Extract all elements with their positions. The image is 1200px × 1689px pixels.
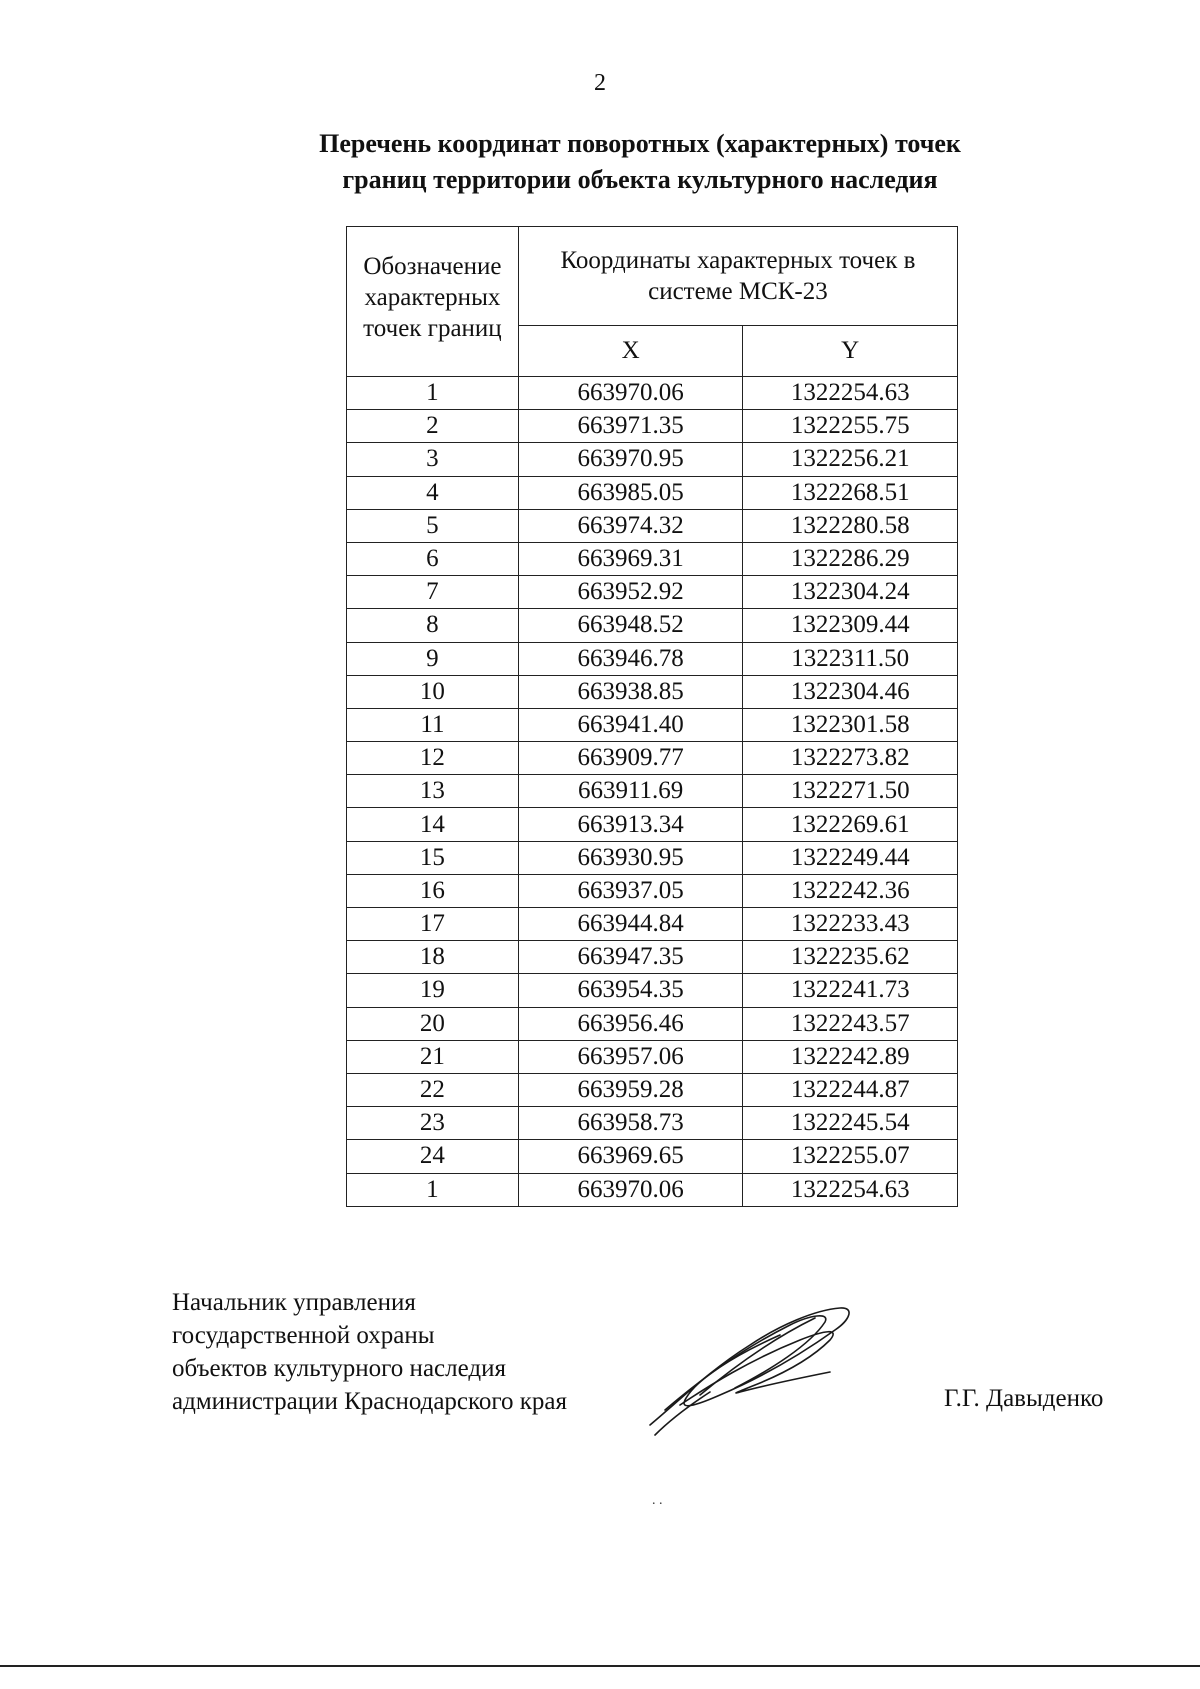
- table-body: [347, 377, 958, 1207]
- cell-point-number: 17: [347, 908, 519, 941]
- cell-x: 663985.05: [518, 476, 743, 509]
- cell-x: 663959.28: [518, 1073, 743, 1106]
- table-row: [347, 642, 958, 675]
- table-row: [347, 1107, 958, 1140]
- header-designation-line1: Обозначение: [363, 253, 502, 280]
- position-line-1: Начальник управления: [172, 1289, 416, 1316]
- cell-x: 663954.35: [518, 974, 743, 1007]
- table-row: [347, 542, 958, 575]
- table-row: [347, 509, 958, 542]
- cell-x: 663969.65: [518, 1140, 743, 1173]
- header-designation: [347, 227, 519, 377]
- cell-y: 1322245.54: [743, 1107, 958, 1140]
- table-row: [347, 775, 958, 808]
- cell-point-number: 12: [347, 742, 519, 775]
- table-row: [347, 1073, 958, 1106]
- cell-point-number: 7: [347, 576, 519, 609]
- cell-point-number: 11: [347, 708, 519, 741]
- document-title: [200, 126, 1080, 198]
- title-line-1: Перечень координат поворотных (характерных) точек: [319, 129, 961, 158]
- header-coordinates: [518, 227, 957, 326]
- cell-x: 663946.78: [518, 642, 743, 675]
- table-row: [347, 941, 958, 974]
- cell-y: 1322269.61: [743, 808, 958, 841]
- cell-y: 1322301.58: [743, 708, 958, 741]
- cell-point-number: 5: [347, 509, 519, 542]
- table-row: [347, 1173, 958, 1206]
- speck-mark: . .: [652, 1493, 663, 1508]
- table-row: [347, 908, 958, 941]
- title-line-2: границ территории объекта культурного наследия: [342, 165, 938, 194]
- cell-point-number: 9: [347, 642, 519, 675]
- table-row: [347, 410, 958, 443]
- cell-x: 663956.46: [518, 1007, 743, 1040]
- cell-point-number: 1: [347, 377, 519, 410]
- cell-y: 1322268.51: [743, 476, 958, 509]
- page-bottom-rule: [0, 1665, 1200, 1667]
- cell-y: 1322243.57: [743, 1007, 958, 1040]
- cell-point-number: 23: [347, 1107, 519, 1140]
- cell-x: 663970.06: [518, 377, 743, 410]
- cell-x: 663952.92: [518, 576, 743, 609]
- table-row: [347, 443, 958, 476]
- cell-point-number: 8: [347, 609, 519, 642]
- cell-point-number: 19: [347, 974, 519, 1007]
- cell-point-number: 2: [347, 410, 519, 443]
- cell-x: 663941.40: [518, 708, 743, 741]
- cell-point-number: 1: [347, 1173, 519, 1206]
- cell-y: 1322311.50: [743, 642, 958, 675]
- cell-y: 1322254.63: [743, 1173, 958, 1206]
- table-row: [347, 1140, 958, 1173]
- cell-y: 1322233.43: [743, 908, 958, 941]
- cell-y: 1322244.87: [743, 1073, 958, 1106]
- table-row: [347, 675, 958, 708]
- table-row: [347, 476, 958, 509]
- cell-point-number: 18: [347, 941, 519, 974]
- cell-y: 1322254.63: [743, 377, 958, 410]
- cell-point-number: 4: [347, 476, 519, 509]
- table-row: [347, 708, 958, 741]
- header-designation-line2: характерных: [364, 284, 501, 311]
- cell-y: 1322309.44: [743, 609, 958, 642]
- cell-x: 663944.84: [518, 908, 743, 941]
- cell-point-number: 22: [347, 1073, 519, 1106]
- cell-x: 663913.34: [518, 808, 743, 841]
- signatory-name: Г.Г. Давыденко: [944, 1385, 1104, 1412]
- page-number: 2: [594, 70, 606, 96]
- cell-point-number: 21: [347, 1040, 519, 1073]
- cell-point-number: 16: [347, 874, 519, 907]
- cell-x: 663909.77: [518, 742, 743, 775]
- position-line-2: государственной охраны: [172, 1322, 435, 1349]
- cell-x: 663970.95: [518, 443, 743, 476]
- cell-x: 663958.73: [518, 1107, 743, 1140]
- cell-x: 663930.95: [518, 841, 743, 874]
- cell-y: 1322304.24: [743, 576, 958, 609]
- table-row: [347, 576, 958, 609]
- cell-y: 1322242.36: [743, 874, 958, 907]
- cell-y: 1322304.46: [743, 675, 958, 708]
- cell-y: 1322273.82: [743, 742, 958, 775]
- position-line-3: объектов культурного наследия: [172, 1355, 506, 1382]
- cell-x: 663911.69: [518, 775, 743, 808]
- cell-point-number: 10: [347, 675, 519, 708]
- cell-x: 663948.52: [518, 609, 743, 642]
- header-x: X: [518, 326, 743, 377]
- cell-x: 663971.35: [518, 410, 743, 443]
- cell-x: 663969.31: [518, 542, 743, 575]
- cell-y: 1322256.21: [743, 443, 958, 476]
- cell-point-number: 20: [347, 1007, 519, 1040]
- cell-x: 663957.06: [518, 1040, 743, 1073]
- handwritten-signature: [640, 1300, 870, 1440]
- position-line-4: администрации Краснодарского края: [172, 1388, 568, 1415]
- cell-point-number: 14: [347, 808, 519, 841]
- cell-point-number: 13: [347, 775, 519, 808]
- cell-x: 663974.32: [518, 509, 743, 542]
- cell-y: 1322249.44: [743, 841, 958, 874]
- table-row: [347, 742, 958, 775]
- header-coordinates-line2: системе МСК-23: [648, 278, 828, 305]
- cell-y: 1322255.75: [743, 410, 958, 443]
- cell-y: 1322286.29: [743, 542, 958, 575]
- cell-point-number: 15: [347, 841, 519, 874]
- table-row: [347, 377, 958, 410]
- cell-y: 1322255.07: [743, 1140, 958, 1173]
- table-row: [347, 974, 958, 1007]
- cell-y: 1322271.50: [743, 775, 958, 808]
- coordinates-table: [346, 226, 958, 1207]
- cell-y: 1322280.58: [743, 509, 958, 542]
- table-row: [347, 841, 958, 874]
- cell-y: 1322242.89: [743, 1040, 958, 1073]
- cell-x: 663970.06: [518, 1173, 743, 1206]
- cell-point-number: 6: [347, 542, 519, 575]
- cell-point-number: 24: [347, 1140, 519, 1173]
- table-row: [347, 808, 958, 841]
- cell-y: 1322241.73: [743, 974, 958, 1007]
- cell-y: 1322235.62: [743, 941, 958, 974]
- cell-x: 663947.35: [518, 941, 743, 974]
- cell-x: 663938.85: [518, 675, 743, 708]
- table-row: [347, 874, 958, 907]
- signatory-position: [172, 1286, 567, 1418]
- table-row: [347, 1040, 958, 1073]
- header-y: Y: [743, 326, 958, 377]
- cell-point-number: 3: [347, 443, 519, 476]
- table-row: [347, 1007, 958, 1040]
- header-coordinates-line1: Координаты характерных точек в: [560, 247, 916, 274]
- cell-x: 663937.05: [518, 874, 743, 907]
- table-row: [347, 609, 958, 642]
- header-designation-line3: точек границ: [363, 315, 502, 342]
